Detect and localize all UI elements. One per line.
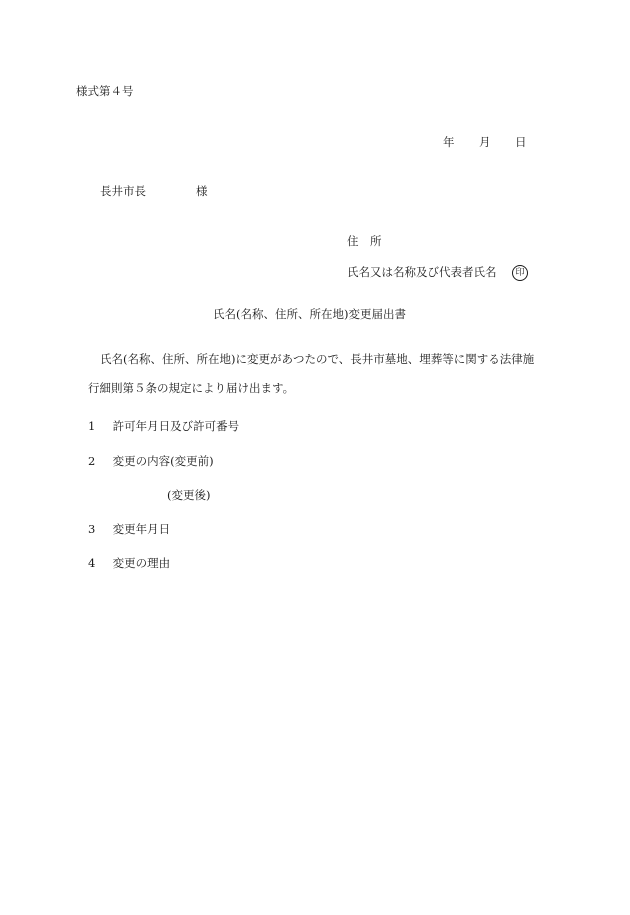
item-number: 3 — [88, 522, 96, 536]
body-line-2: 行細則第５条の規定により届け出ます。 — [88, 381, 295, 395]
item-number: 2 — [88, 454, 96, 468]
item-1 — [88, 421, 239, 433]
item-2 — [88, 456, 214, 468]
item-number: 4 — [88, 556, 96, 570]
body-line-1: 氏名(名称、住所、所在地)に変更があつたので、長井市墓地、埋葬等に関する法律施 — [100, 352, 535, 366]
item-4 — [88, 558, 170, 570]
seal-mark: 印 — [512, 265, 528, 281]
item-label: 変更の内容(変更前) — [112, 454, 214, 468]
item-number: 1 — [88, 419, 96, 433]
document-title: 氏名(名称、住所、所在地)変更届出書 — [213, 307, 406, 321]
date-month: 月 — [479, 135, 491, 149]
item-2-after — [167, 490, 210, 502]
address-label: 住 所 — [347, 234, 382, 248]
item-label: 変更の理由 — [112, 556, 171, 570]
item-label: 変更年月日 — [112, 522, 171, 536]
item-label: 許可年月日及び許可番号 — [112, 419, 240, 433]
name-label: 氏名又は名称及び代表者氏名 — [347, 265, 497, 279]
date-line — [443, 137, 533, 149]
item-3 — [88, 524, 170, 536]
form-number: 様式第４号 — [76, 84, 134, 98]
date-year: 年 — [443, 135, 455, 149]
addressee-name: 長井市長 — [100, 184, 146, 198]
item-label: (変更後) — [167, 488, 211, 502]
date-day: 日 — [515, 135, 527, 149]
addressee-honorific: 様 — [196, 184, 208, 198]
